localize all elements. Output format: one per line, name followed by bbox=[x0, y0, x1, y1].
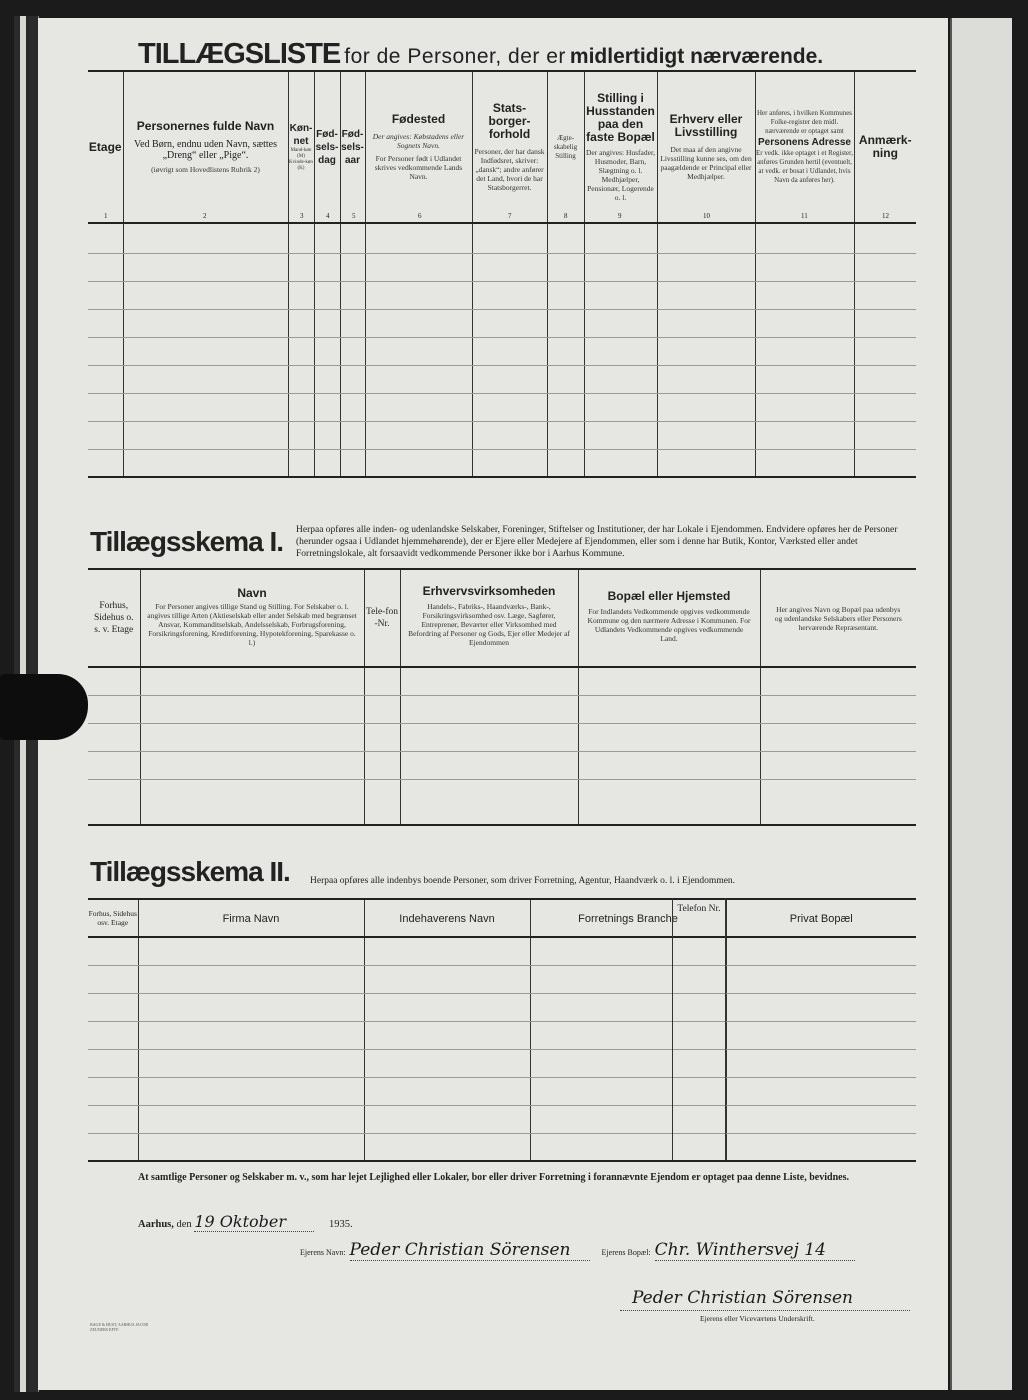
table-row bbox=[88, 937, 916, 965]
col-household bbox=[584, 71, 657, 223]
col-birthplace-label: Fødested bbox=[391, 112, 446, 126]
col-citizenship-note: Personer, der har dansk Indfødsret, skriver: „dansk“; andre anfører det Land, hvori de har Statsborgerret. bbox=[474, 147, 545, 192]
col-birthplace-note: Der angives: Købstadens eller Sognets Navn. bbox=[372, 132, 465, 150]
skema2-table bbox=[88, 898, 916, 1162]
s1-col-representative-note: Her angives Navn og Bopæl paa udenbys og udenlandske Selskabers eller Personers herværende Repræsentant. bbox=[774, 604, 902, 632]
signature-handwritten: Peder Christian Sörensen bbox=[632, 1288, 853, 1308]
col-birthyear-label: Fød-sels-aar bbox=[341, 128, 364, 166]
col-num-1: 1 bbox=[104, 212, 108, 220]
s2-col-etage bbox=[88, 899, 138, 937]
s2-col-private-label: Privat Bopæl bbox=[789, 913, 853, 925]
skema1-intro: Herpaa opføres alle inden- og udenlandske Selskaber, Foreninger, Stiftelser og Institutioner, der har Lokale i Ejendommen. Endvidere opføres her de Personer (herunder ogsaa i Udlandet hjemmehørende), der er Ejere eller Medejere af Ejendommen, eller som i denne har Butik, Kontor, Værksted eller andet Forretningslokale, alt forsaavidt vedkommende Personer ikke bor i Aarhus Kommune. bbox=[296, 525, 898, 559]
year-label: 1935. bbox=[328, 1219, 353, 1230]
s2-col-private bbox=[726, 899, 916, 937]
col-address bbox=[755, 71, 854, 223]
s1-col-representative bbox=[760, 569, 916, 667]
signature-line bbox=[620, 1310, 910, 1311]
col-occupation-label: Erhverv eller Livsstilling bbox=[669, 112, 743, 139]
s1-col-name-note: For Personer angives tillige Stand og Stilling. For Selskaber o. l. angives tillige Arten (Aktieselskab eller andet Selskab med begrænset Ansvar, Kommanditselskab, Andelsselskab, Forbrugsforening, Forsikringsforening, Kreditforening, Hypotekforening, Sparekasse o. l.) bbox=[147, 602, 357, 647]
table-row bbox=[88, 449, 916, 477]
s1-col-etage-label: Forhus, Sidehus o. s. v. Etage bbox=[93, 601, 134, 635]
col-name-label: Personernes fulde Navn bbox=[136, 119, 275, 133]
col-sex-note: Mand-køn (M) Kvinde-køn (K) bbox=[289, 148, 313, 171]
table-row bbox=[88, 253, 916, 281]
table-row bbox=[88, 779, 916, 825]
col-birthyear bbox=[340, 71, 365, 223]
s1-col-phone bbox=[364, 569, 400, 667]
s2-col-firm-label: Firma Navn bbox=[222, 913, 280, 925]
date-line bbox=[138, 1212, 353, 1232]
table-row bbox=[88, 337, 916, 365]
owner-addr-label: Ejerens Bopæl: bbox=[601, 1248, 651, 1257]
main-table bbox=[88, 70, 916, 478]
next-page-edge bbox=[950, 18, 1012, 1390]
signature-label: Ejerens eller Viceværtens Underskrift. bbox=[700, 1314, 815, 1323]
col-marital-label: Ægte-skabelig Stilling bbox=[553, 133, 578, 160]
col-sex bbox=[288, 71, 314, 223]
col-remarks-label: Anmærk-ning bbox=[858, 133, 912, 160]
table-row bbox=[88, 1105, 916, 1133]
table-row bbox=[88, 1133, 916, 1161]
col-sex-label: Køn-net bbox=[289, 123, 313, 147]
declaration: At samtlige Personer og Selskaber m. v., som har lejet Lejlighed eller Lokaler, bor eller driver Forretning i forannævnte Ejendom er optaget paa denne Liste, bevidnes. bbox=[138, 1172, 849, 1183]
s1-col-residence-label: Bopæl eller Hjemsted bbox=[607, 588, 731, 603]
skema1-table bbox=[88, 568, 916, 826]
col-address-pre: Her anføres, i hvilken Kommunes Folke-register den midl. nærværende er optaget samt bbox=[756, 109, 853, 135]
s1-col-name-label: Navn bbox=[237, 586, 267, 600]
col-num-7: 7 bbox=[508, 212, 512, 220]
col-num-8: 8 bbox=[564, 212, 568, 220]
s2-phone-column bbox=[672, 898, 726, 1160]
date-handwritten: 19 Oktober bbox=[194, 1212, 314, 1232]
table-row bbox=[88, 723, 916, 751]
form-title bbox=[138, 38, 898, 71]
binder-clip bbox=[0, 674, 88, 740]
owner-name-handwritten: Peder Christian Sörensen bbox=[350, 1240, 590, 1261]
owner-line bbox=[300, 1240, 855, 1261]
table-row bbox=[88, 751, 916, 779]
table-row bbox=[88, 993, 916, 1021]
printer-mark: BAGE & HUST, AARHUS JACOB ZEUNERS EFTF. bbox=[90, 1322, 149, 1332]
table-row bbox=[88, 421, 916, 449]
s1-col-residence-note: For Indlandets Vedkommende opgives vedkommende Kommune og den nærmere Adresse i Kommunen. For Udlandets Vedkommende opgives vedkommende Land. bbox=[587, 606, 751, 643]
col-num-3: 3 bbox=[300, 212, 304, 220]
col-occupation bbox=[657, 71, 755, 223]
col-name-note: Ved Børn, endnu uden Navn, sættes „Dreng“ eller „Pige“. bbox=[133, 139, 278, 161]
s1-col-business bbox=[400, 569, 578, 667]
col-occupation-note: Det maa af den angivne Livsstilling kunne ses, om den paagældende er Principal eller Medhjælper. bbox=[660, 145, 752, 181]
table-row bbox=[88, 365, 916, 393]
table-row bbox=[88, 309, 916, 337]
s1-col-business-note: Handels-, Fabriks-, Haandværks-, Bank-, Forsikringsvirksomhed osv. Læge, Sagfører, Entreprenør, Beværter eller Virksomhed med Befordring af Personer og Gods, Ejer eller Medejer af Ejendommen bbox=[408, 602, 570, 647]
col-num-12: 12 bbox=[882, 212, 889, 220]
table-row bbox=[88, 223, 916, 253]
col-address-note: Er vedk. ikke optaget i et Register, anføres Grunden hertil (eventuelt, at vedk. er bosat i Udlandet, hvis Navn da anføres her). bbox=[756, 149, 853, 184]
col-num-2: 2 bbox=[203, 212, 207, 220]
col-name bbox=[123, 71, 288, 223]
title-bold: TILLÆGSLISTE bbox=[138, 38, 341, 70]
skema1-title: Tillægsskema I. bbox=[90, 526, 284, 557]
col-birthplace-note2: For Personer født i Udlandet skrives vedkommende Lands Navn. bbox=[374, 154, 463, 181]
col-num-5: 5 bbox=[352, 212, 356, 220]
col-num-6: 6 bbox=[418, 212, 422, 220]
table-row bbox=[88, 281, 916, 309]
owner-addr-handwritten: Chr. Winthersvej 14 bbox=[655, 1240, 855, 1261]
table-row bbox=[88, 695, 916, 723]
s2-col-firm bbox=[138, 899, 364, 937]
title-bold-end: midlertidigt nærværende. bbox=[569, 45, 824, 68]
column-numbers bbox=[88, 212, 916, 222]
table-row bbox=[88, 965, 916, 993]
col-num-11: 11 bbox=[801, 212, 808, 220]
table-row bbox=[88, 1077, 916, 1105]
s2-col-owner-label: Indehaverens Navn bbox=[399, 913, 495, 925]
col-birthday-label: Fød-sels-dag bbox=[315, 128, 339, 166]
s2-col-branch-label: Forretnings Branche bbox=[578, 913, 678, 925]
s2-col-etage-label: Forhus, Sidehus osv. Etage bbox=[88, 909, 137, 927]
s1-col-etage bbox=[88, 569, 140, 667]
s2-col-owner bbox=[364, 899, 530, 937]
col-name-note2: (iøvrigt som Hovedlistens Rubrik 2) bbox=[151, 165, 260, 174]
table-row bbox=[88, 393, 916, 421]
col-etage bbox=[88, 71, 123, 223]
col-remarks bbox=[854, 71, 916, 223]
col-birthday bbox=[314, 71, 340, 223]
col-birthplace bbox=[365, 71, 472, 223]
table-row bbox=[88, 667, 916, 695]
col-num-4: 4 bbox=[326, 212, 330, 220]
table-row bbox=[88, 1021, 916, 1049]
col-address-label: Personens Adresse bbox=[757, 137, 851, 148]
col-num-9: 9 bbox=[618, 212, 622, 220]
col-etage-label: Etage bbox=[88, 140, 122, 154]
table-row bbox=[88, 1049, 916, 1077]
col-citizenship bbox=[472, 71, 547, 223]
title-middle: for de Personer, der er bbox=[344, 45, 566, 68]
owner-name-label: Ejerens Navn: bbox=[300, 1248, 346, 1257]
col-household-note: Der angives: Husfader, Husmoder, Barn, Slægtning o. l. Medhjælper, Pensionær, Logerende o. l. bbox=[585, 148, 656, 202]
s1-col-residence bbox=[578, 569, 760, 667]
skema2-title: Tillægsskema II. bbox=[90, 856, 290, 887]
skema2-intro: Herpaa opføres alle indenbys boende Personer, som driver Forretning, Agentur, Haandværk o. l. i Ejendommen. bbox=[310, 876, 736, 886]
city-label: Aarhus, bbox=[138, 1219, 174, 1230]
s2-col-phone-label: Telefon Nr. bbox=[677, 904, 721, 914]
col-num-10: 10 bbox=[703, 212, 710, 220]
den-label: den bbox=[176, 1219, 192, 1230]
s1-col-name bbox=[140, 569, 364, 667]
s1-col-phone-label: Tele-fon-Nr. bbox=[365, 607, 399, 629]
col-household-label: Stilling i Husstanden paa den faste Bopæl bbox=[586, 91, 655, 144]
col-marital bbox=[547, 71, 584, 223]
col-citizenship-label: Stats-borger-forhold bbox=[488, 101, 531, 141]
s1-col-business-label: Erhvervsvirksomheden bbox=[422, 584, 556, 598]
